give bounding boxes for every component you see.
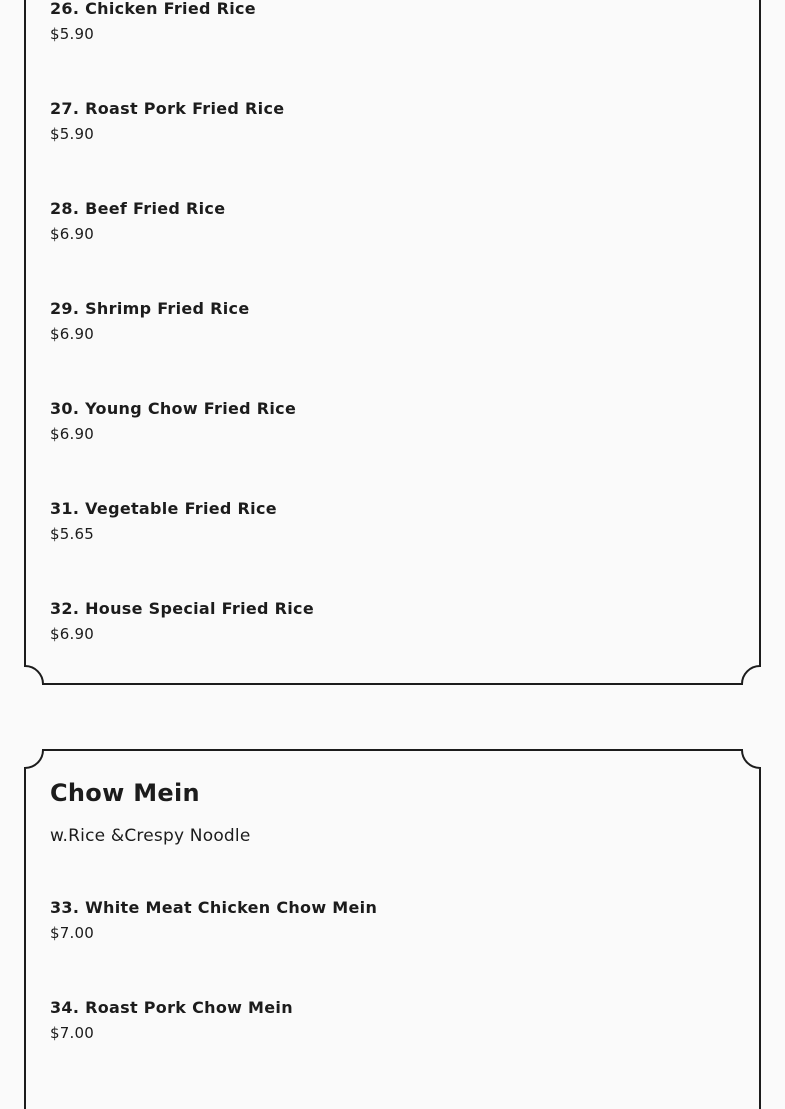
menu-item-name: 27. Roast Pork Fried Rice: [50, 99, 285, 118]
menu-item[interactable]: [50, 399, 296, 443]
menu-item-price: $7.00: [50, 1024, 94, 1042]
section-subtitle: w.Rice &Crespy Noodle: [50, 826, 251, 846]
menu-item-price: $6.90: [50, 625, 94, 643]
menu-item-price: $6.90: [50, 225, 94, 243]
menu-item[interactable]: [50, 199, 225, 243]
menu-item-name: 33. White Meat Chicken Chow Mein: [50, 898, 378, 917]
menu-item[interactable]: [50, 898, 378, 942]
menu-item-name: 34. Roast Pork Chow Mein: [50, 998, 293, 1017]
section-title: Chow Mein: [50, 779, 200, 807]
menu-item-price: $6.90: [50, 425, 94, 443]
menu-item-price: $7.00: [50, 924, 94, 942]
menu-item[interactable]: [50, 99, 284, 143]
menu-item[interactable]: [50, 499, 277, 543]
menu-item-price: $5.90: [50, 125, 94, 143]
menu-item-name: 30. Young Chow Fried Rice: [50, 399, 297, 418]
menu-item-price: $5.90: [50, 25, 94, 43]
menu-item[interactable]: [50, 0, 256, 43]
menu-item[interactable]: [50, 299, 250, 343]
menu-item-name: 31. Vegetable Fried Rice: [50, 499, 277, 518]
menu-item[interactable]: [50, 599, 314, 643]
fried-rice-section-card: [24, 0, 761, 686]
menu-item-name: 29. Shrimp Fried Rice: [50, 299, 250, 318]
menu-item-name: 32. House Special Fried Rice: [50, 599, 314, 618]
menu-item[interactable]: [50, 998, 293, 1042]
menu-item-price: $5.65: [50, 525, 94, 543]
menu-item-name: 26. Chicken Fried Rice: [50, 0, 256, 18]
chow-mein-section-card: [24, 749, 761, 1109]
menu-item-name: 28. Beef Fried Rice: [50, 199, 226, 218]
menu-item-price: $6.90: [50, 325, 94, 343]
